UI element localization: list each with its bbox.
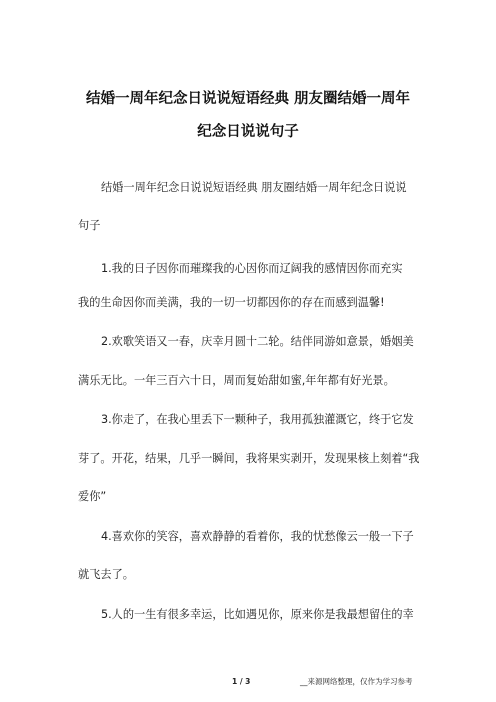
body-line: 4.喜欢你的笑容，喜欢静静的看着你，我的忧愁像云一般一下子 (101, 530, 414, 543)
body-line: 句子 (78, 219, 101, 232)
body-line: 芽了。开花，结果，几乎一瞬间，我将果实剥开，发现果核上刻着“我 (78, 452, 420, 465)
body-line: 我的生命因你而美满，我的一切一切都因你的存在而感到温馨! (78, 296, 385, 309)
document-title-line-1: 结婚一周年纪念日说说短语经典 朋友圈结婚一周年 (85, 91, 411, 107)
body-line: 2.欢歌笑语又一春，庆幸月圆十二轮。结伴同游如意景，婚姻美 (101, 335, 414, 348)
source-note: __来源网络整理，仅作为学习参考 (300, 677, 413, 686)
body-line: 5.人的一生有很多幸运，比如遇见你，原来你是我最想留住的幸 (101, 608, 414, 621)
page-number: 1 / 3 (232, 677, 251, 686)
body-line: 就飞去了。 (78, 568, 134, 581)
body-line: 爱你” (78, 490, 107, 503)
body-line: 结婚一周年纪念日说说短语经典 朋友圈结婚一周年纪念日说说 (101, 181, 407, 194)
body-line: 3.你走了，在我心里丢下一颗种子，我用孤独灌溉它，终于它发 (101, 413, 414, 426)
document-title-line-2: 纪念日说说句子 (197, 124, 299, 140)
body-line: 1.我的日子因你而璀璨我的心因你而辽阔我的感情因你而充实 (101, 262, 403, 275)
body-line: 满乐无比。一年三百六十日，周而复始甜如蜜,年年都有好光景。 (78, 374, 395, 387)
